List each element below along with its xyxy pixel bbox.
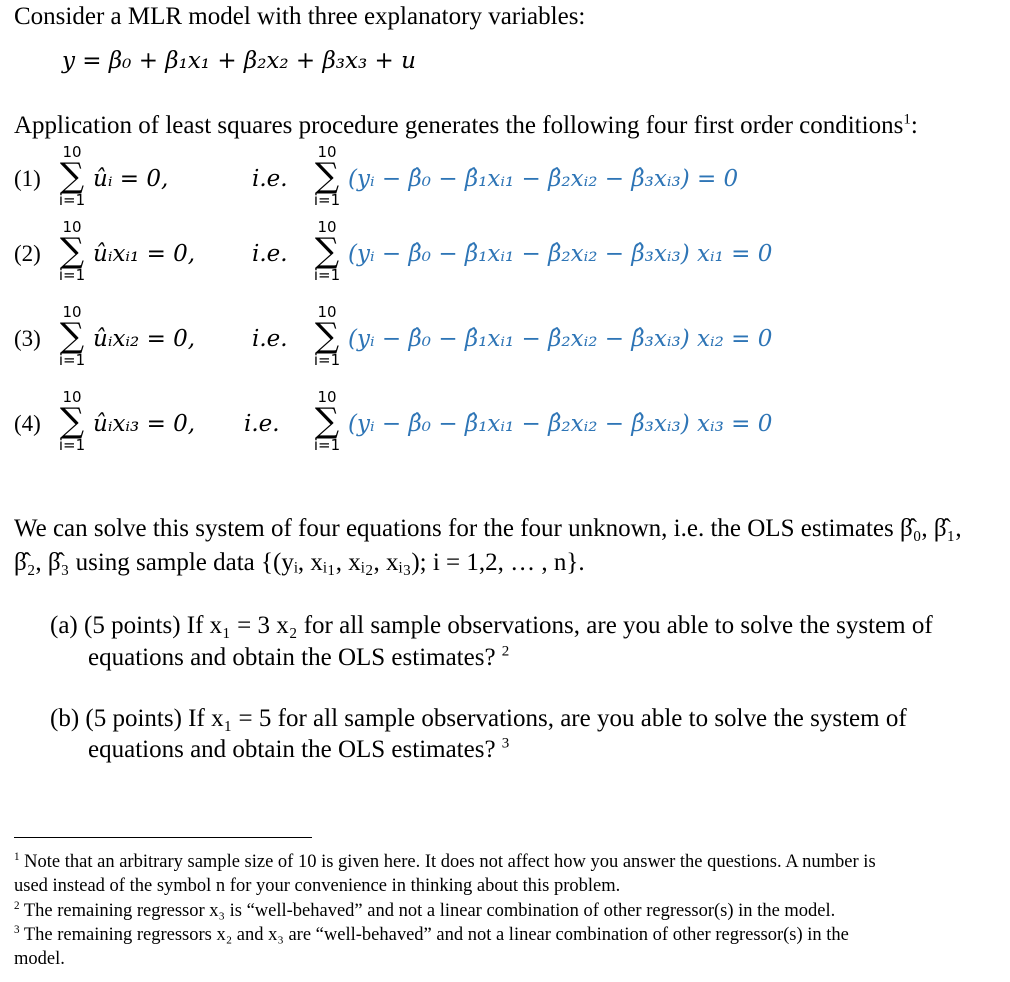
sum-lower-limit: i=1 (313, 351, 341, 369)
sigma-symbol: ∑ (59, 156, 85, 196)
summation-sign (307, 389, 347, 453)
footnote-1-continuation: used instead of the symbol n for your convenience in thinking about this problem. (14, 876, 621, 896)
condition-rhs: (yᵢ − β̂₀ − β̂₁xᵢ₁ − β̂₂xᵢ₂ − β̂₃xᵢ₃) xᵢ₂ = 0 (348, 326, 773, 352)
condition-rhs: (yᵢ − β̂₀ − β̂₁xᵢ₁ − β̂₂xᵢ₂ − β̂₃xᵢ₃) xᵢ₁ = 0 (348, 241, 773, 267)
footnote-3: $^3$ The remaining regressors x₂ and x₃ are “well-behaved” and not a linear combination of other regressor(s) in the (14, 923, 849, 945)
sum-upper-limit: 10 (317, 218, 337, 236)
sum-lower-limit: i=1 (58, 191, 86, 209)
ie-label: i.e. (252, 166, 288, 192)
question-b (50, 704, 907, 734)
sum-lower-limit: i=1 (313, 436, 341, 454)
sum-upper-limit: 10 (317, 303, 337, 321)
sigma-symbol: ∑ (314, 316, 340, 356)
summation-sign (52, 144, 92, 208)
condition-lhs: ûᵢxᵢ₃ = 0, (93, 411, 196, 437)
sigma-symbol: ∑ (314, 401, 340, 441)
condition-number: (3) (14, 326, 41, 351)
condition-number: (4) (14, 411, 41, 436)
sigma-symbol: ∑ (59, 316, 85, 356)
sum-upper-limit: 10 (62, 143, 82, 161)
summation-sign (307, 219, 347, 283)
model-equation: y = β₀ + β₁x₁ + β₂x₂ + β₃x₃ + u (62, 48, 416, 74)
sigma-symbol: ∑ (314, 231, 340, 271)
summation-sign (52, 304, 92, 368)
question-b-continuation: equations and obtain the OLS estimates? $^3$ (88, 735, 510, 763)
question-a (50, 611, 933, 641)
sum-lower-limit: i=1 (58, 436, 86, 454)
sum-upper-limit: 10 (62, 303, 82, 321)
footnote-divider (14, 837, 312, 838)
condition-rhs: (yᵢ − β̂₀ − β̂₁xᵢ₁ − β̂₂xᵢ₂ − β̂₃xᵢ₃) xᵢ₃ = 0 (348, 411, 773, 437)
condition-lhs: ûᵢxᵢ₁ = 0, (93, 241, 196, 267)
ie-label: i.e. (252, 326, 288, 352)
footnote-2: $^2$ The remaining regressor x₃ is “well-behaved” and not a linear combination of other regressor(s) in the model. (14, 899, 836, 921)
question-a-label: (a) (50, 612, 78, 639)
summation-sign (52, 219, 92, 283)
ie-label: i.e. (252, 241, 288, 267)
sum-lower-limit: i=1 (58, 351, 86, 369)
lsq-text: Application of least squares procedure generates the following four first order conditions$^1$: (14, 111, 918, 139)
sigma-symbol: ∑ (59, 231, 85, 271)
condition-number: (2) (14, 241, 41, 266)
question-b-line-1: (5 points) If x₁ = 5 for all sample observations, are you able to solve the system of (85, 705, 907, 732)
ie-label: i.e. (244, 411, 280, 437)
footnote-3-continuation: model. (14, 949, 65, 969)
sum-upper-limit: 10 (317, 143, 337, 161)
condition-lhs: ûᵢxᵢ₂ = 0, (93, 326, 196, 352)
question-a-continuation: equations and obtain the OLS estimates? $^2$ (88, 643, 510, 671)
summation-sign (307, 144, 347, 208)
condition-rhs: (yᵢ − β̂₀ − β̂₁xᵢ₁ − β̂₂xᵢ₂ − β̂₃xᵢ₃) = 0 (348, 166, 739, 192)
sigma-symbol: ∑ (59, 401, 85, 441)
sum-upper-limit: 10 (317, 388, 337, 406)
condition-lhs: ûᵢ = 0, (93, 166, 169, 192)
solve-text-line-2: β̂₂, β̂₃ using sample data {(yᵢ, xᵢ₁, xᵢ₂, xᵢ₃); i = 1,2, … , n}. (14, 549, 585, 576)
intro-text: Consider a MLR model with three explanatory variables: (14, 3, 586, 30)
sum-lower-limit: i=1 (58, 266, 86, 284)
question-a-line-1: (5 points) If x₁ = 3 x₂ for all sample observations, are you able to solve the system of (84, 612, 933, 639)
summation-sign (52, 389, 92, 453)
sum-lower-limit: i=1 (313, 191, 341, 209)
condition-number: (1) (14, 166, 41, 191)
question-b-label: (b) (50, 705, 80, 732)
footnote-1: $^1$ Note that an arbitrary sample size of 10 is given here. It does not affect how you answer the questions. A number is (14, 850, 876, 872)
sum-lower-limit: i=1 (313, 266, 341, 284)
sigma-symbol: ∑ (314, 156, 340, 196)
sum-upper-limit: 10 (62, 218, 82, 236)
sum-upper-limit: 10 (62, 388, 82, 406)
summation-sign (307, 304, 347, 368)
solve-text-line-1: We can solve this system of four equations for the four unknown, i.e. the OLS estimates β̂₀, β̂₁, (14, 515, 962, 542)
